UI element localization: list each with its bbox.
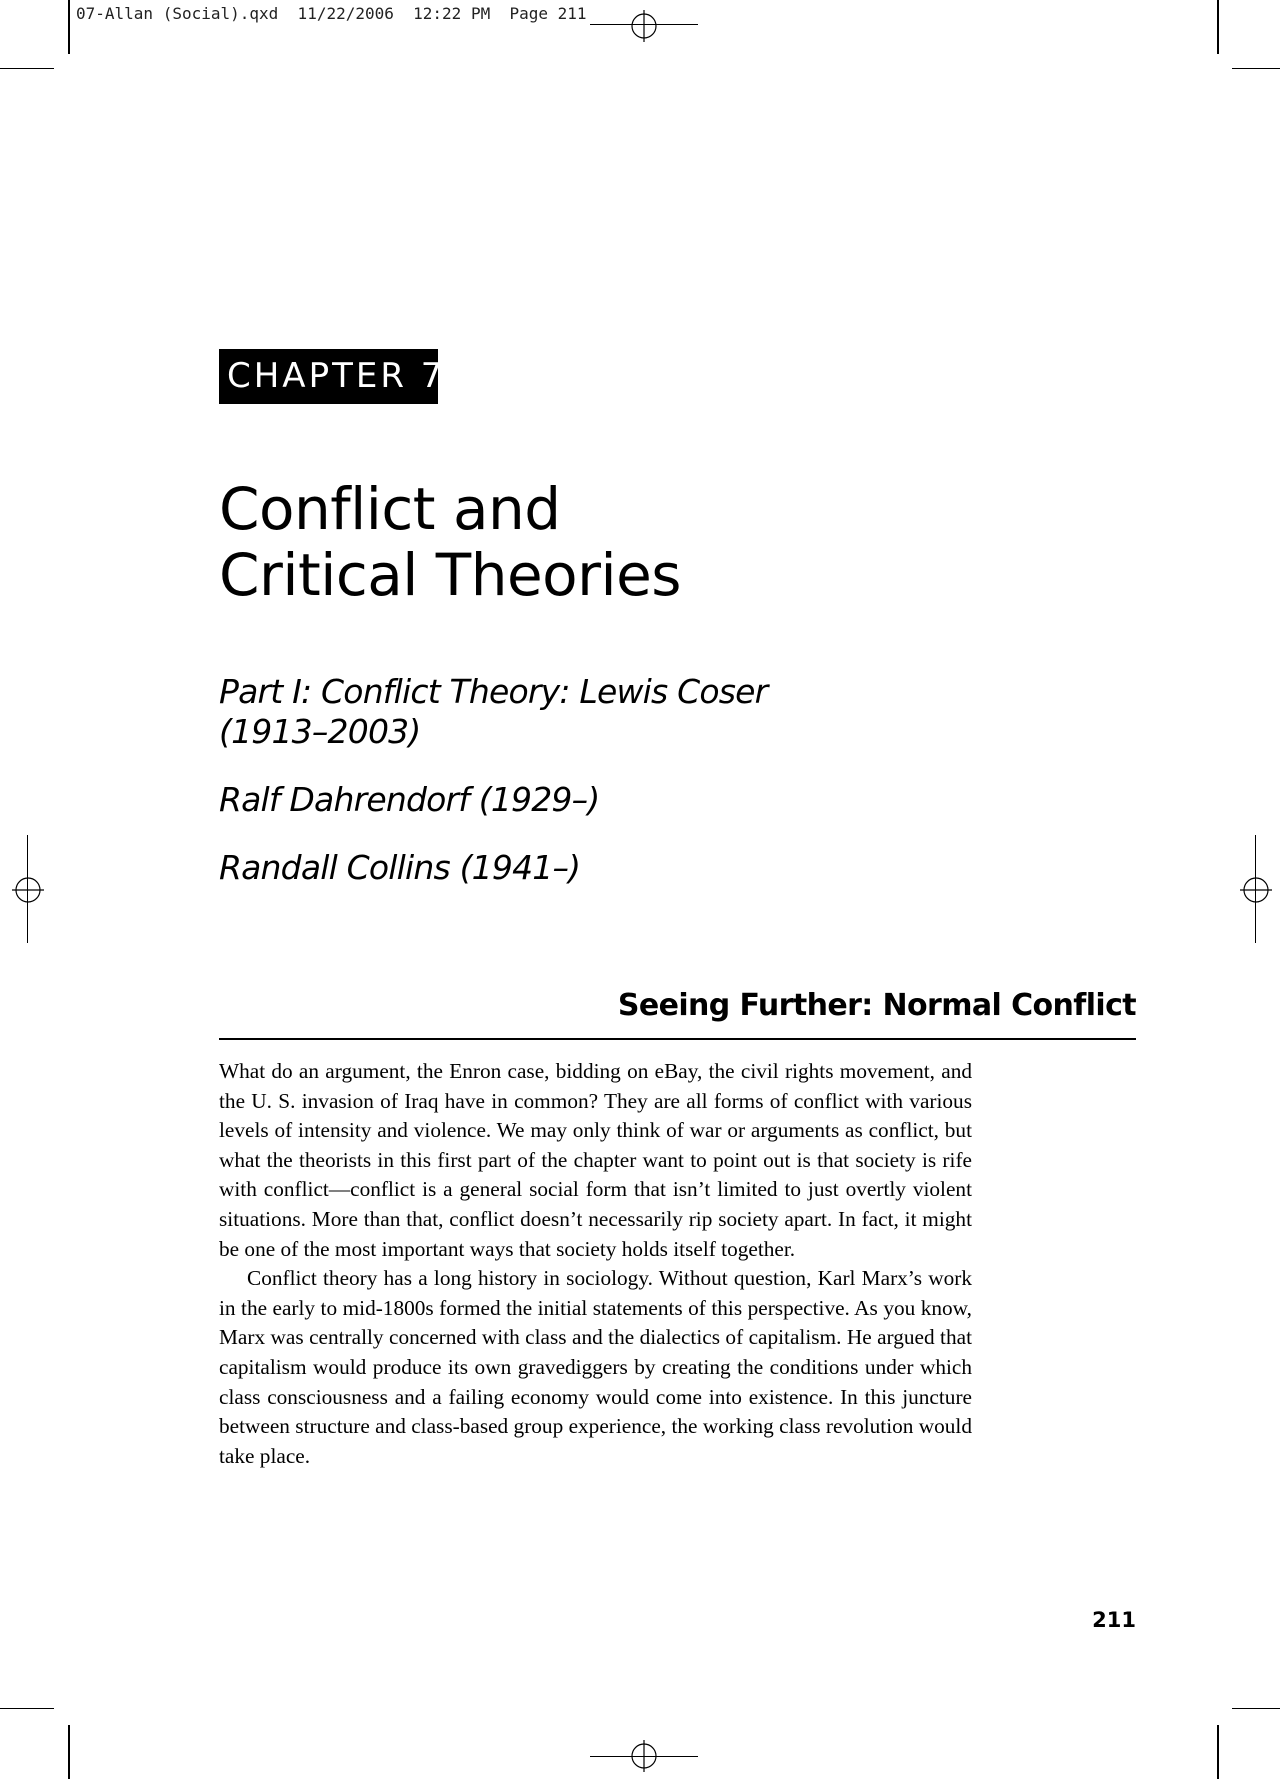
crop-mark [68,0,70,54]
body-paragraph-2: Conflict theory has a long history in sociology. Without question, Karl Marx’s work in the early to mid-1800s formed the initial statements of this perspective. As you know, Marx was centrally concerned with class and the dialectics of capitalism. He argued that capitalism would produce its own gravediggers by creating the conditions under which class consciousness and a failing economy would come into existence. In this juncture between structure and class-based group experience, the working class revolution would take place. [219,1266,972,1468]
registration-line [27,835,28,943]
theorist-dahrendorf: Ralf Dahrendorf (1929–) [219,780,600,819]
chapter-title [219,476,919,608]
crop-mark [0,68,54,69]
registration-mark-icon [1240,874,1272,906]
title-line-1: Conflict and [219,475,561,543]
crop-mark [68,1725,70,1779]
print-slug: 07-Allan (Social).qxd 11/22/2006 12:22 PM Page 211 [76,4,587,23]
section-rule [219,1038,1136,1040]
crop-mark [1232,1708,1280,1709]
body-paragraph-1: What do an argument, the Enron case, bidding on eBay, the civil rights movement, and the U. S. invasion of Iraq have in common? They are all forms of conflict with various levels of intensity and violence. We may only think of war or arguments as conflict, but what the theorists in this first part of the chapter want to point out is that society is rife with conflict—conflict is a general social form that isn’t limited to just overtly violent situations. More than that, conflict doesn’t necessarily rip society apart. In fact, it might be one of the most important ways that society holds itself together. [219,1059,972,1261]
registration-mark-icon [12,874,44,906]
chapter-contents [219,672,919,888]
registration-line [1255,835,1256,943]
crop-mark [0,1708,54,1709]
theorist-collins: Randall Collins (1941–) [219,848,581,887]
title-line-2: Critical Theories [219,541,682,609]
crop-mark [1217,1725,1219,1779]
registration-mark-icon [628,10,660,42]
page-number: 211 [1092,1608,1136,1632]
body-text [219,1057,972,1471]
section-heading: Seeing Further: Normal Conflict [617,988,1136,1023]
registration-mark-icon [628,1740,660,1772]
chapter-label: CHAPTER 7 [219,349,438,404]
part-heading-line-1: Part I: Conflict Theory: Lewis Coser [219,672,768,711]
part-heading-line-2: (1913–2003) [219,712,421,751]
crop-mark [1232,68,1280,69]
crop-mark [1217,0,1219,54]
